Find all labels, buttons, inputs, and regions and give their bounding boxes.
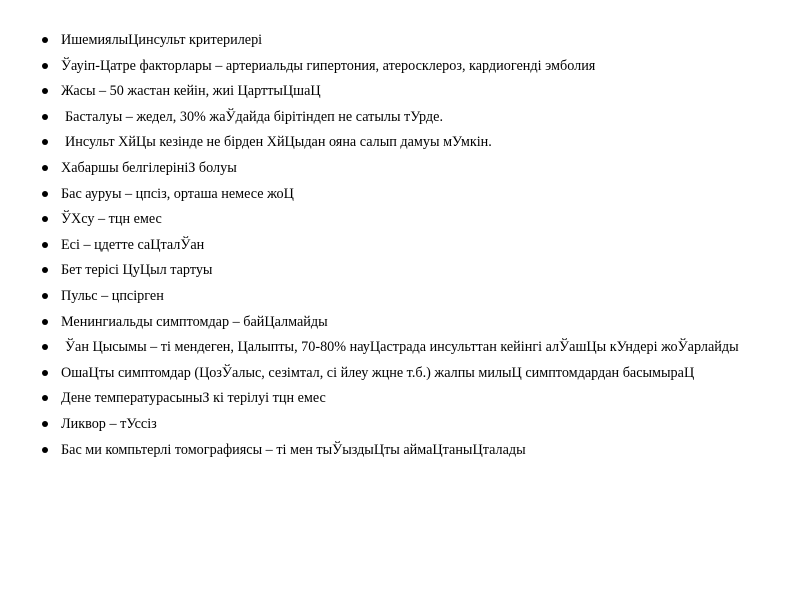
bullet-dot-icon	[42, 421, 48, 427]
bullet-item	[40, 337, 760, 357]
bullet-text: ИшемиялыЦинсульт критерилері	[61, 32, 263, 48]
bullet-list	[40, 30, 760, 465]
bullet-text: Бас ауруы – цпсіз, орташа немесе жоЦ	[61, 185, 294, 202]
bullet-item	[40, 81, 760, 101]
bullet-dot-icon	[42, 370, 48, 376]
bullet-text: ОшаЦты симптомдар (ЦозЎалыс, сезімтал, сі йлеу жцне т.б.) жалпы милыЦ симптомдардан басымыраЦ	[61, 364, 695, 381]
bullet-item	[40, 107, 760, 127]
bullet-dot-icon	[42, 139, 48, 145]
bullet-text: Хабаршы белгілерініЗ болуы	[61, 159, 237, 176]
bullet-text: Ўауіп-Цатре факторлары – артериальды гипертония, атеросклероз, кардиогенді эмболия	[61, 57, 596, 74]
bullet-item	[40, 363, 760, 383]
bullet-text: Бет терісі ЦуЦыл тартуы	[61, 262, 213, 279]
bullet-text: Есі – цдетте саЦталЎан	[61, 236, 205, 253]
bullet-text: Басталуы – жедел, 30% жаЎдайда бірітіндеп не сатылы тУрде.	[65, 108, 443, 125]
bullet-dot-icon	[42, 344, 48, 350]
bullet-dot-icon	[42, 191, 48, 197]
bullet-item	[40, 132, 760, 152]
bullet-text: Менингиальды симптомдар – байЦалмайды	[61, 313, 328, 330]
bullet-item	[40, 209, 760, 229]
bullet-dot-icon	[42, 293, 48, 299]
bullet-text: ЎХсу – тцн емес	[61, 211, 162, 228]
bullet-item	[40, 30, 760, 50]
bullet-item	[40, 388, 760, 408]
bullet-item	[40, 414, 760, 434]
bullet-text: Ўан Цысымы – ті мендеген, Цалыпты, 70-80% науЦастрада инсульттан кейінгі алЎашЦы кУндері жоЎарлайды	[65, 339, 739, 356]
bullet-text: Инсульт ХйЦы кезінде не бірден ХйЦыдан ояна салып дамуы мУмкін.	[65, 134, 492, 151]
bullet-dot-icon	[42, 242, 48, 248]
bullet-text: Ликвор – тУссіз	[61, 415, 157, 432]
bullet-item	[40, 56, 760, 76]
bullet-item	[40, 158, 760, 178]
bullet-text: Жасы – 50 жастан кейін, жиі ЦарттыЦшаЦ	[61, 83, 321, 100]
bullet-dot-icon	[42, 88, 48, 94]
bullet-dot-icon	[42, 447, 48, 453]
bullet-dot-icon	[42, 165, 48, 171]
bullet-text: Пульс – цпсірген	[61, 287, 164, 304]
bullet-item	[40, 260, 760, 280]
bullet-item	[40, 184, 760, 204]
bullet-item	[40, 286, 760, 306]
bullet-dot-icon	[42, 267, 48, 273]
bullet-item	[40, 440, 760, 460]
bullet-dot-icon	[42, 216, 48, 222]
bullet-dot-icon	[42, 63, 48, 69]
bullet-text: Дене температурасыныЗ кі терілуі тцн емес	[61, 390, 326, 407]
bullet-item	[40, 312, 760, 332]
bullet-item	[40, 235, 760, 255]
bullet-text: Бас ми компьтерлі томографиясы – ті мен тыЎыздыЦты аймаЦтаныЦталады	[61, 441, 526, 458]
bullet-dot-icon	[42, 114, 48, 120]
bullet-dot-icon	[42, 395, 48, 401]
bullet-dot-icon	[42, 319, 48, 325]
bullet-dot-icon	[42, 37, 48, 43]
